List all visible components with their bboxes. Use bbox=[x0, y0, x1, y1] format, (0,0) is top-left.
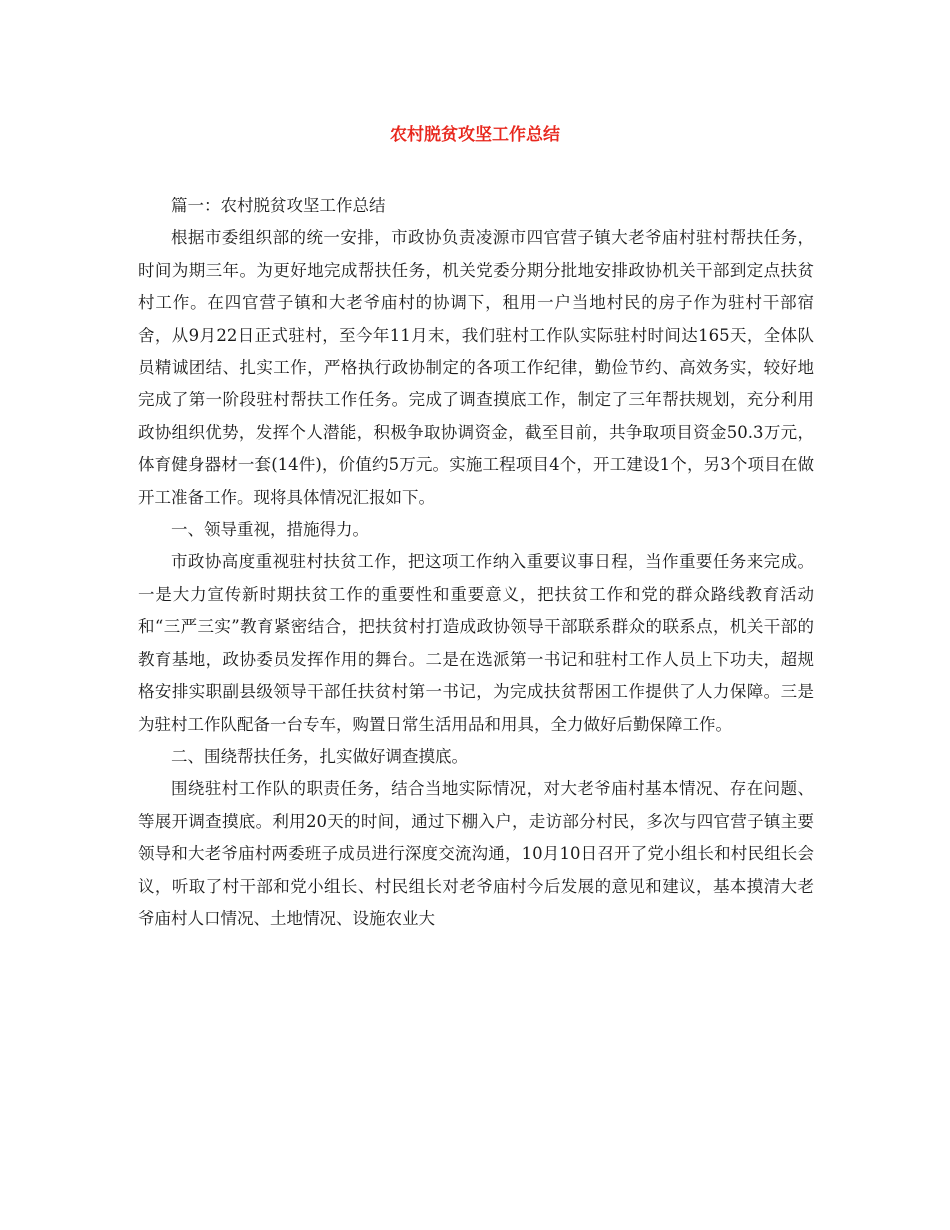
section-heading-part-one: 篇一：农村脱贫攻坚工作总结 bbox=[171, 196, 386, 215]
paragraph-intro: 根据市委组织部的统一安排，市政协负责凌源市四官营子镇大老爷庙村驻村帮扶任务，时间为期三年。为更好地完成帮扶任务，机关党委分期分批地安排政协机关干部到定点扶贫村工作。在四官营子镇和大老爷庙村的协调下，租用一户当地村民的房子作为驻村干部宿舍，从9月22日正式驻村，至今年11月末，我们驻村工作队实际驻村时间达165天，全体队员精诚团结、扎实工作，严格执行政协制定的各项工作纪律，勤俭节约、高效务实，较好地完成了第一阶段驻村帮扶工作任务。完成了调查摸底工作，制定了三年帮扶规划，充分利用政协组织优势，发挥个人潜能，积极争取协调资金，截至目前，共争取项目资金50.3万元，体育健身器材一套(14件)，价值约5万元。实施工程项目4个，开工建设1个，另3个项目在做开工准备工作。现将具体情况汇报如下。 bbox=[138, 228, 814, 507]
document-body bbox=[138, 190, 814, 935]
paragraph-survey: 围绕驻村工作队的职责任务，结合当地实际情况，对大老爷庙村基本情况、存在问题、等展开调查摸底。利用20天的时间，通过下棚入户，走访部分村民，多次与四官营子镇主要领导和大老爷庙村两委班子成员进行深度交流沟通，10月10日召开了党小组长和村民组长会议，听取了村干部和党小组长、村民组长对老爷庙村今后发展的意见和建议，基本摸清大老爷庙村人口情况、土地情况、设施农业大 bbox=[138, 779, 814, 928]
section-heading-leadership: 一、领导重视，措施得力。 bbox=[171, 520, 369, 540]
section-heading-survey: 二、围绕帮扶任务，扎实做好调查摸底。 bbox=[171, 746, 468, 766]
document-title: 农村脱贫攻坚工作总结 bbox=[390, 125, 560, 145]
paragraph-leadership: 市政协高度重视驻村扶贫工作，把这项工作纳入重要议事日程，当作重要任务来完成。一是大力宣传新时期扶贫工作的重要性和重要意义，把扶贫工作和党的群众路线教育活动和“三严三实”教育紧密结合，把扶贫村打造成政协领导干部联系群众的联系点，机关干部的教育基地，政协委员发挥作用的舞台。二是在选派第一书记和驻村工作人员上下功夫，超规格安排实职副县级领导干部任扶贫村第一书记，为完成扶贫帮困工作提供了人力保障。三是为驻村工作队配备一台专车，购置日常生活用品和用具，全力做好后勤保障工作。 bbox=[138, 552, 814, 734]
